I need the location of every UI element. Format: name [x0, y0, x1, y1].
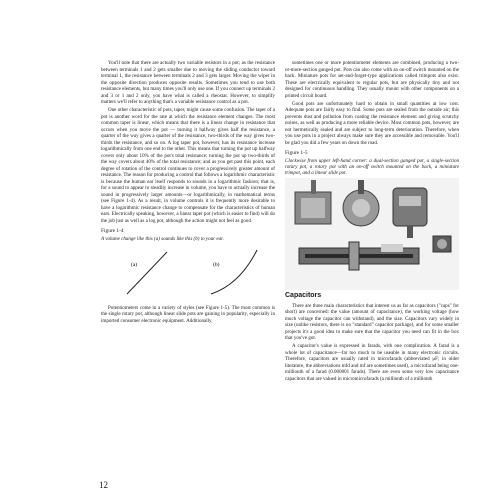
figure-title: Figure 1-4 [101, 228, 124, 234]
potentiometers-photo [285, 178, 459, 290]
paragraph: Potentiometers come in a variety of styles (see Figure 1-5). The most common is the single rotary pot, although linear slide pots are gaining in popularity, especially in imported consumer electronic equipment. Additionally, [101, 304, 275, 324]
label-a: (a) [131, 261, 138, 268]
trimpot-icon [433, 236, 451, 252]
figure-title: Figure 1-5 [285, 150, 308, 156]
right-column [285, 60, 459, 384]
linear-curve [127, 252, 167, 294]
paragraph: Good pots are unfortunately hard to obtain in small quantities at low cost. Adequate pots are fairly easy to find. Some pots are sealed from the outside air; this prevents dust and pollution from coating the resistance element and giving scratchy noises, as well as producing a more reliable device. Most common pots, however, are not hermetically sealed and are subject to long-term deterioration. Therefore, when you use pots in a project always make sure they are accessible and removable. You'll be glad you did a few years on down the road. [285, 100, 459, 146]
photo-graphic [285, 178, 459, 290]
figure-caption: Clockwise from upper left-hand corner: a dual-section ganged pot, a single-section rotary pot, a rotary pot with an on-off switch mounted on the back, a miniature trimpot, and a linear slide pot. [285, 157, 459, 177]
log-curve [211, 250, 257, 294]
volume-curves-figure [101, 244, 275, 302]
section-heading: Capacitors [285, 292, 322, 300]
left-column [101, 60, 275, 326]
page-number: 12 [99, 480, 108, 490]
paragraph: A capacitor's value is expressed in farads, with one complication. A farad is a whole lot of capacitance—far too much to be useable in many electronic circuits. Therefore, capacitors are usually rated in microfarads (abbreviated μF; in older literature, the abbreviations mfd and mf are sometimes used), a microfarad being one-millionth of a farad (0.000001 farads). There are even some very low capacitance capacitors that are valued in micromicrofarads (a millionth of a millionth [285, 343, 459, 382]
label-b: (b) [213, 261, 220, 268]
paragraph: There are three main characteristics that interest us as far as capacitors ("caps" for short) are concerned: the value (amount of capacitance), the working voltage (how much voltage the capacitor can withstand), and the size. Capacitors vary widely in size (unlike resistors, there is no "standard" capacitor package), and for some smaller projects it's a good idea to make sure that the capacitor you need can fit in the box that you've got. [285, 302, 459, 342]
figure-caption: A volume change like this (a) sounds like this (b) to your ear. [101, 235, 224, 242]
paragraph: You'll note that there are actually two variable resistors in a pot; as the resistance between terminals 1 and 2 gets smaller due to moving the sliding conductor toward terminal 1, the resistance between terminals 2 and 3 gets larger. Moving the wiper in the opposite direction produces opposite results. Sometimes you tend to use both resistance elements, but many times you'll only use one. If you connect up terminals 2 and 3 or 1 and 2 only, you have what is called a rheostat. However, to simplify matters we'll refer to anything that's a variable resistance control as a pot. [101, 60, 275, 105]
paragraph: One other characteristic of pots, taper, might cause some confusion. The taper of a pot is another word for the rate at which the resistance element changes. The most common taper is linear, which means that there is a linear change in resistance that occurs when you move the pot — turning it halfway gives half the resistance, a quarter of the way gives a quarter of the resistance, two-thirds of the way gives two-thirds the resistance, and so on. A log taper pot, however, has its resistance increase logarithmically from one end to the other. This means that turning the pot up halfway covers only about 10% of the pot's total resistance; turning the pot up two-thirds of the way covers about 40% of the total resistance; and as you get past this point, each degree of rotation of the control continues to cover a progressively greater amount of resistance. The reason for producing a control that follows a logarithmic characteristic is because the human ear itself responds to sounds in a logarithmic fashion; that is, for a sound to appear to steadily increase in volume, you have to actually increase the sound in progressively larger amounts—or logarithmically, in mathematical terms (see Figure 1-4). As a result, in volume controls it is frequently more desirable to have a logarithmic resistance change to compensate for the characteristics of human ears. Electrically speaking, however, a linear taper pot (which is easier to find) will do the job just as well as a log pot, although the action might not feel as good. [101, 107, 275, 224]
paragraph: sometimes one or more potentiometer elements are combined, producing a two-or-more-section ganged pot. Pots can also come with an on-off switch mounted on the back. Miniature pots for set-and-forget-type applications called trimpots also exist. These are electrically equivalent to regular pots, but are physically tiny and not designed for continuous handling. They usually mount with other components on a printed circuit board. [285, 60, 459, 99]
curves-graphic [101, 244, 275, 302]
